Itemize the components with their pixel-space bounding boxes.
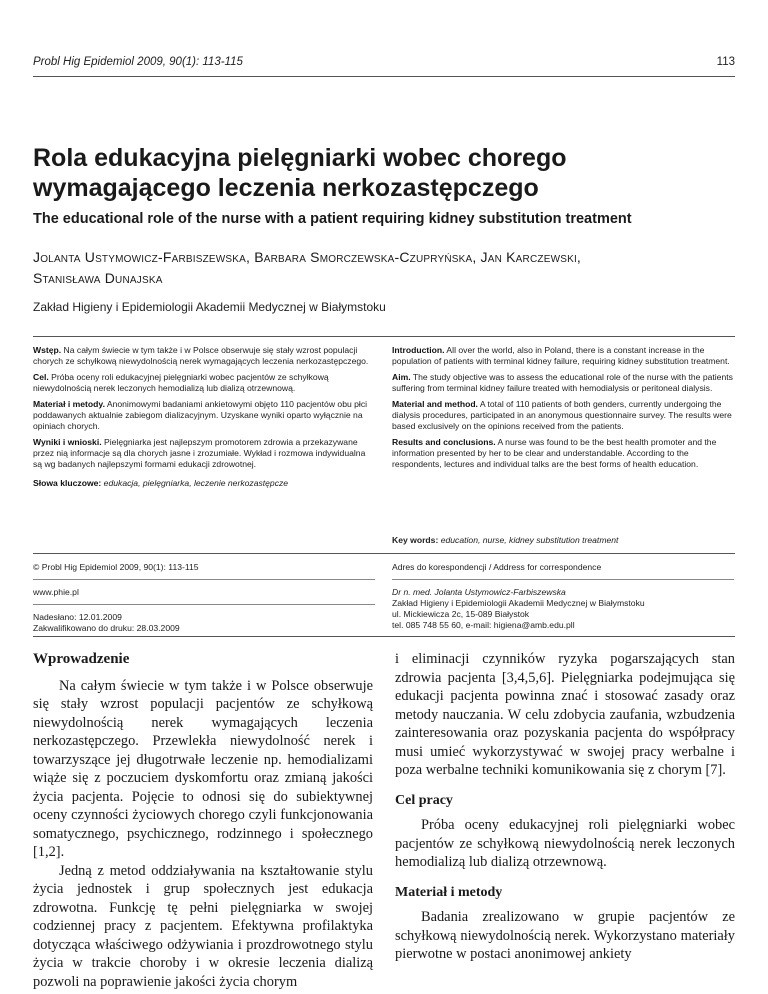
meta-rule-1: [33, 579, 375, 580]
body-paragraph: Na całym świecie w tym także i w Polsce obserwuje się stały wzrost populacji pacjentów ze schyłkową niewydolnością nerek wymagających leczenia nerkozastępczego. Przewlekła niewydolność nerek i towarzyszące jej długotrwałe leczenie np. hemodializami wiąże się z poczuciem dyskomfortu oraz zmianą jakości życia pacjenta. Pojęcie to odnosi się do subiektywnej oceny czynności życiowych chorego czyli funkcjonowania somatycznego, psychicznego, rodzinnego i społecznego [1,2].: [33, 677, 373, 860]
abstract-en-methods: Material and method. A total of 110 patients of both genders, currently undergoing the dialysis procedures, participated in an anonymous questionnaire survey. The results were based exclusively on the opinions received from the patients.: [392, 399, 732, 431]
body-column-left: [33, 650, 373, 991]
abstract-pl-keywords: Słowa kluczowe: edukacja, pielęgniarka, leczenie nerkozastępcze: [33, 478, 289, 488]
address-line-1: Zakład Higieny i Epidemiologii Akademii Medycznej w Białymstoku: [392, 598, 645, 608]
body-paragraph: i eliminacji czynników ryzyka pogarszających stan zdrowia pacjenta [3,4,5,6]. Pielęgniarka podejmująca się edukacji pacjenta powinna znać i stosować zasady oraz metody nauczania. W celu zdobycia zaufania, wzbudzenia zainteresowania oraz pozyskania pacjenta do współpracy musi umieć wykorzystywać w swojej pracy werbalne i poza werbalne techniki komunikowania się z chorym [7].: [395, 651, 735, 778]
section-heading-introduction: Wprowadzenie: [33, 651, 130, 667]
article-subtitle: The educational role of the nurse with a patient requiring kidney substitution treatment: [33, 211, 632, 227]
abstract-polish: [33, 345, 375, 494]
abstract-english: [392, 345, 734, 475]
correspondence-address: [392, 562, 734, 631]
authors-line-2: Stanisława Dunajska: [33, 270, 163, 286]
copyright-line: © Probl Hig Epidemiol 2009, 90(1): 113-115: [33, 562, 199, 572]
website-link[interactable]: www.phie.pl: [33, 587, 79, 597]
body-paragraph: Badania zrealizowano w grupie pacjentów ze schyłkową niewydolnością nerek. Wykorzystano materiały pierwotne w postaci anonimowej ankiety: [395, 909, 735, 962]
section-heading-methods: Materiał i metody: [395, 884, 503, 900]
running-header: [33, 56, 735, 78]
body-column-right: [395, 650, 735, 964]
address-rule: [392, 579, 734, 580]
abstract-pl-aim: Cel. Próba oceny roli edukacyjnej pielęgniarki wobec pacjentów ze schyłkową niewydolnością nerek leczonych hemodializą lub dializą otrzewnową.: [33, 372, 329, 393]
article-title: Rola edukacyjna pielęgniarki wobec chorego wymagającego leczenia nerkozastępczego: [33, 144, 567, 202]
abstract-bottom-rule: [33, 553, 735, 554]
address-heading: Adres do korespondencji / Address for correspondence: [392, 562, 602, 572]
abstract-en-aim: Aim. The study objective was to assess the educational role of the nurse with the patients suffering from terminal kidney failure treated with hemodialysis or peritoneal dialysis.: [392, 372, 733, 393]
abstract-pl-results: Wyniki i wnioski. Pielęgniarka jest najlepszym promotorem zdrowia a przekazywane przez nią informacje są dla chorych jasne i zrozumiałe. Wykład i rozmowa indywidualna są wg badanych najlepszymi formami edukacji zdrowotnej.: [33, 437, 366, 469]
body-paragraph: Jedną z metod oddziaływania na kształtowanie stylu życia jednostek i grup społecznych jest edukacja zdrowotna. Funkcję tę pełni pielęgniarka w swojej codziennej pracy z pacjentem. Efektywna profilaktyka dotycząca właściwego odżywiania i prozdrowotnego stylu życia w trakcie choroby i w okresie leczenia dializą pozwoli na poprawienie jakości życia chorym: [33, 862, 373, 990]
page-number: 113: [716, 56, 735, 68]
publication-meta: [33, 562, 375, 634]
abstract-en-results: Results and conclusions. A nurse was found to be the best health promoter and the information presented by her to be clear and understandable. According to the respondents, lectures and individual talks are the best forms of health education.: [392, 437, 717, 469]
abstract-pl-intro: Wstęp. Na całym świecie w tym także i w Polsce obserwuje się stały wzrost populacji chorych ze schyłkową niewydolnością nerek wymagających leczenia nerkozastępczego.: [33, 345, 369, 366]
affiliation: Zakład Higieny i Epidemiologii Akademii Medycznej w Białymstoku: [33, 300, 386, 314]
meta-bottom-rule: [33, 636, 735, 637]
header-rule: [33, 76, 735, 77]
authors: [33, 247, 735, 289]
abstract-en-keywords: Key words: education, nurse, kidney substitution treatment: [392, 535, 619, 545]
address-line-2: ul. Mickiewicza 2c, 15-089 Białystok: [392, 609, 530, 619]
meta-rule-2: [33, 604, 375, 605]
authors-line-1: Jolanta Ustymowicz-Farbiszewska, Barbara Smorczewska-Czupryńska, Jan Karczewski,: [33, 249, 582, 265]
abstract-en-intro: Introduction. All over the world, also in Poland, there is a constant increase in the population of patients with terminal kidney failure, requiring kidney substitution treatment.: [392, 345, 730, 366]
journal-citation: Probl Hig Epidemiol 2009, 90(1): 113-115: [33, 56, 243, 68]
section-heading-aim: Cel pracy: [395, 792, 453, 808]
address-name: Dr n. med. Jolanta Ustymowicz-Farbiszewska: [392, 587, 566, 597]
address-line-3: tel. 085 748 55 60, e-mail: higiena@amb.edu.pll: [392, 620, 575, 630]
accepted-date: Zakwalifikowano do druku: 28.03.2009: [33, 623, 180, 633]
body-paragraph: Próba oceny edukacyjnej roli pielęgniarki wobec pacjentów ze schyłkową niewydolnością nerek leczonych hemodializą lub dializą otrzewnową.: [395, 817, 735, 870]
abstract-top-rule: [33, 336, 735, 337]
abstract-pl-methods: Materiał i metody. Anonimowymi badaniami ankietowymi objęto 110 pacjentów obu płci poddawanych aktualnie zabiegom dializacyjnym. Uzyskane wyniki oparto wyłącznie na opiniach chorych.: [33, 399, 368, 431]
received-date: Nadesłano: 12.01.2009: [33, 612, 122, 622]
